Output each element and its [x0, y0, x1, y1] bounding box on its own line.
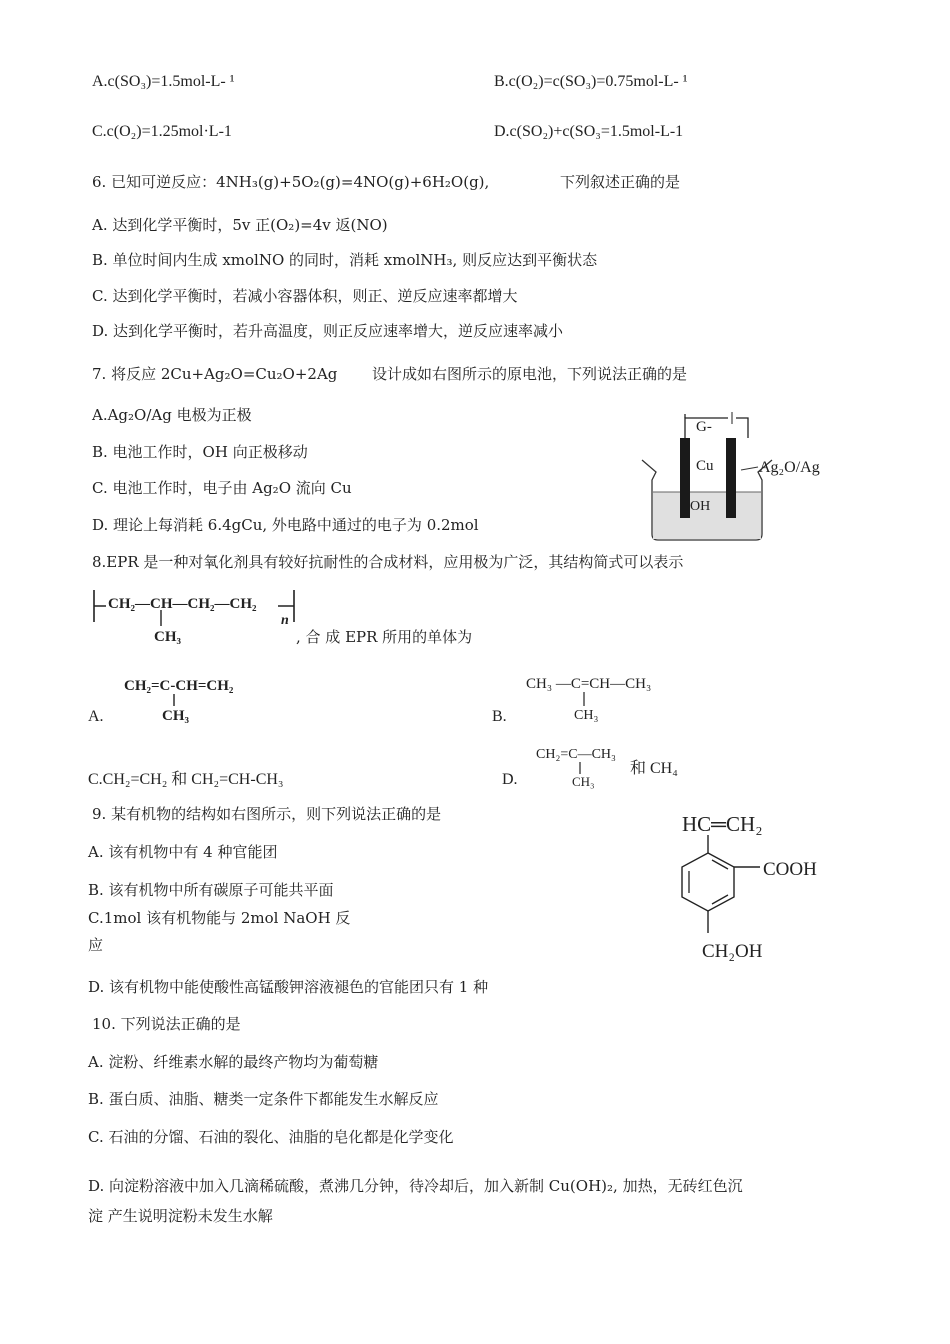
q8-d-sub: CH₃ — [572, 774, 595, 789]
polymer-n: n — [281, 613, 289, 628]
q10-option-b: B. 蛋白质、油脂、糖类一定条件下都能发生水解反应 — [88, 1090, 439, 1108]
q6-option-c: C. 达到化学平衡时，若减小容器体积，则正、逆反应速率都增大 — [92, 287, 518, 305]
q9-option-d: D. 该有机物中能使酸性高锰酸钾溶液褪色的官能团只有 1 种 — [88, 978, 489, 996]
q5-option-d: D.c(SO₂)+c(SO₃=1.5mol-L-1 — [494, 123, 684, 140]
benzene-ring — [682, 853, 734, 911]
q7-stem-tail: 设计成如右图所示的原电池，下列说法正确的是 — [372, 365, 688, 383]
q9-organic-structure — [668, 805, 848, 970]
q8-tail: , 合 成 EPR 所用的单体为 — [296, 628, 473, 646]
q8-stem: 8.EPR 是一种对氧化剂具有较好抗耐性的合成材料，应用极为广泛，其结构简式可以表示 — [92, 553, 684, 571]
polymer-main-chain: CH₂—CH—CH₂—CH₂ — [108, 596, 257, 612]
q8-option-d-label: D. — [502, 771, 518, 788]
q10-option-d-line2: 淀 产生说明淀粉未发生水解 — [88, 1207, 273, 1225]
q8-d-tail: 和 CH₄ — [630, 760, 678, 777]
q8-option-b-structure — [520, 668, 690, 726]
ag2o-electrode — [726, 438, 736, 518]
vinyl-group: HC═CH₂ — [682, 812, 763, 836]
q8-option-a-structure — [118, 668, 268, 726]
q9-option-c-line2: 应 — [88, 936, 104, 954]
q8-option-c: C.CH₂=CH₂ 和 CH₂=CH-CH₃ — [88, 771, 284, 788]
q9-option-a: A. 该有机物中有 4 种官能团 — [88, 843, 278, 861]
q8-b-sub: CH₃ — [574, 708, 599, 723]
q8-a-main: CH₂=C-CH=CH₂ — [124, 678, 234, 694]
q8-b-main: CH₃ —C=CH—CH₃ — [526, 676, 652, 692]
carboxyl-group: COOH — [763, 859, 817, 880]
oh-label: OH — [690, 499, 711, 514]
cu-electrode — [680, 438, 690, 518]
q10-option-a: A. 淀粉、纤维素水解的最终产物均为葡萄糖 — [88, 1053, 379, 1071]
q7-option-b: B. 电池工作时，OH 向正极移动 — [92, 443, 308, 461]
q10-stem: 10. 下列说法正确的是 — [92, 1015, 241, 1033]
q5-option-a: A.c(SO₃)=1.5mol-L- ¹ — [92, 73, 235, 90]
q7-option-d: D. 理论上每消耗 6.4gCu, 外电路中通过的电子为 0.2mol — [92, 516, 479, 534]
epr-polymer-structure — [88, 586, 308, 648]
q5-option-c: C.c(O₂)=1.25mol·L-1 — [92, 123, 232, 140]
q6-option-a: A. 达到化学平衡时，5v 正(O₂)=4v 返(NO) — [92, 216, 388, 234]
q9-option-c-line1: C.1mol 该有机物能与 2mol NaOH 反 — [88, 909, 351, 927]
q9-stem: 9. 某有机物的结构如右图所示，则下列说法正确的是 — [92, 805, 442, 823]
q5-option-b: B.c(O₂)=c(SO₃)=0.75mol-L- ¹ — [494, 73, 688, 90]
q6-stem: 6. 已知可逆反应：4NH₃(g)+5O₂(g)=4NO(g)+6H₂O(g), — [92, 173, 490, 191]
q8-a-sub: CH₃ — [162, 708, 189, 724]
q7-option-c: C. 电池工作时，电子由 Ag₂O 流向 Cu — [92, 479, 352, 497]
battery-diagram — [628, 410, 838, 545]
q10-option-d-line1: D. 向淀粉溶液中加入几滴稀硫酸，煮沸几分钟，待冷却后，加入新制 Cu(OH)₂, 加热，无砖红色沉 — [88, 1177, 743, 1195]
q8-option-b-label: B. — [492, 708, 507, 725]
q6-option-b: B. 单位时间内生成 xmolNO 的同时，消耗 xmolNH₃, 则反应达到平衡状态 — [92, 251, 598, 269]
q6-stem-tail: 下列叙述正确的是 — [560, 173, 681, 191]
ag2o-ag-label: Ag₂O/Ag — [759, 459, 820, 476]
q9-option-b: B. 该有机物中所有碳原子可能共平面 — [88, 881, 334, 899]
q8-option-a-label: A. — [88, 708, 104, 725]
q7-stem: 7. 将反应 2Cu+Ag₂O=Cu₂O+2Ag — [92, 365, 338, 383]
cu-label: Cu — [696, 458, 714, 474]
polymer-branch: CH₃ — [154, 629, 181, 645]
galvanometer-label: G- — [696, 419, 712, 435]
q6-option-d: D. 达到化学平衡时，若升高温度，则正反应速率增大，逆反应速率减小 — [92, 322, 564, 340]
q7-option-a: A.Ag₂O/Ag 电极为正极 — [92, 406, 252, 424]
q10-option-c: C. 石油的分馏、石油的裂化、油脂的皂化都是化学变化 — [88, 1128, 454, 1146]
q8-option-d-structure — [532, 738, 692, 794]
q8-d-main: CH₂=C—CH₃ — [536, 747, 616, 762]
hydroxymethyl-group: CH₂OH — [702, 941, 763, 962]
